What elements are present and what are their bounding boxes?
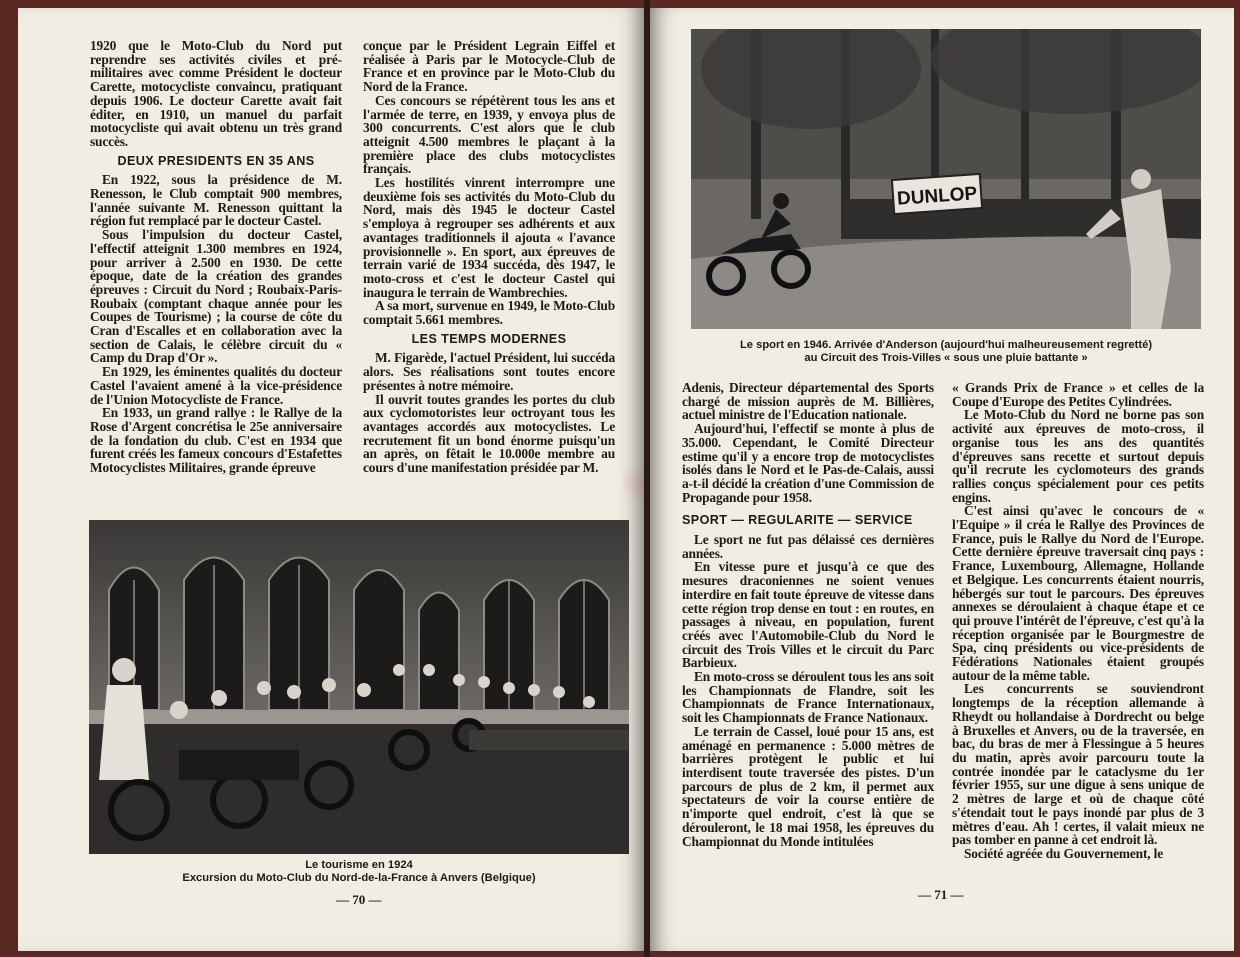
paragraph: Ces concours se répétèrent tous les ans et l'armée de terre, en 1939, y envoya plus de 300 concurrents. C'est alors que le club atteignit 4.500 membres le plaçant à la première place des clubs motocyclistes français.	[363, 92, 615, 177]
paragraph: M. Figarède, l'actuel Président, lui succéda alors. Ses réalisations sont toutes encore présentes à notre mémoire.	[363, 350, 615, 393]
dunlop-banner: DUNLOP	[896, 183, 978, 210]
paragraph: Le terrain de Cassel, loué pour 15 ans, est aménagé en permanence : 5.000 mètres de barrières protègent le public et lui interdisent toute traversée des pistes. D'un parcours de plus de 2 km, il permet aux spectateurs de voir la course entière de n'importe quel endroit, c'est là que se dérouleront, le 18 mai 1958, les épreuves du Championnat du Monde intitulées	[682, 723, 934, 849]
section-heading: LES TEMPS MODERNES	[411, 331, 567, 346]
paragraph: Adenis, Directeur départemental des Sports chargé de mission auprès de M. Billières, actuel ministre de l'Education nationale.	[682, 380, 934, 423]
right-column-2	[952, 381, 1204, 861]
paragraph: « Grands Prix de France » et celles de la Coupe d'Europe des Petites Cylindrées.	[952, 380, 1204, 409]
right-column-1	[682, 381, 934, 848]
paragraph: En 1922, sous la présidence de M. Renesson, le Club comptait 900 membres, l'année suivante M. Renesson quittant la région fut remplacé par le docteur Castel.	[90, 172, 342, 229]
left-column-1	[90, 39, 342, 475]
emphasis: « l'avance provisionnelle »	[363, 229, 616, 259]
left-column-2	[363, 39, 615, 475]
page-number: — 70 —	[336, 892, 382, 907]
paragraph: conçue par le Président Legrain Eiffel et réalisée à Paris par le Motocycle-Club de France et en province par le Moto-Club du Nord de la France.	[363, 38, 615, 95]
section-heading: SPORT — REGULARITE — SERVICE	[682, 513, 913, 528]
paragraph: Aujourd'hui, l'effectif se monte à plus de 35.000. Cependant, le Comité Directeur estime qu'il y a encore trop de motocyclistes isolés dans le Nord et le Pas-de-Calais, aussi a-t-il décidé la création d'une Commission de Propagande pour 1958.	[682, 421, 934, 505]
paragraph: En vitesse pure et jusqu'à ce que des mesures draconiennes ne soient venues interdire en fait toute épreuve de vitesse dans cette région trop dense en tout : en routes, en passages à niveau, en population, furent créés avec l'Automobile-Club du Nord le circuit des Trois Villes et le circuit du Parc Barbieux.	[682, 559, 934, 671]
left-page	[18, 8, 644, 951]
page-number: — 71 —	[918, 887, 964, 902]
right-page	[650, 8, 1234, 951]
paragraph: 1920 que le Moto-Club du Nord put reprendre ses activités civiles et pré-militaires avec comme Président le docteur Carette, motocycliste convaincu, pratiquant depuis 1906. Le docteur Carette avait fait éditer, en 1910, un manuel du parfait motocycliste qui avait obtenu un très grand succès.	[90, 38, 342, 149]
library-stamp	[622, 458, 644, 508]
photo-caption: Le tourisme en 1924 Excursion du Moto-Club du Nord-de-la-France à Anvers (Belgique)	[182, 859, 536, 884]
paragraph: Les concurrents se souviendront longtemps de la réception allemande à Rheydt ou hollandaise à Dordrecht ou belge à Bruxelles et Anvers, ou de la traversée, en bac, du bras de mer à Flessingue à 5 heures du matin, après avoir parcouru toute la contrée inondée par le cataclysme du 1er février 1955, sur une digue à sens unique de 2 mètres de large et où de chaque côté s'étendait tout le pays inondé par plus de 3 mètres d'eau. Ah ! certes, il valait mieux ne pas tomber en panne à cet endroit là.	[952, 681, 1204, 848]
paragraph: En 1933, un grand rallye : le Rallye de la Rose d'Argent concrétisa le 25e anniversaire de la fondation du club. C'est en 1934 que furent créés les fameux concours d'Estafettes Motocyclistes Militaires, grande épreuve	[90, 405, 342, 476]
photo-caption: Le sport en 1946. Arrivée d'Anderson (aujourd'hui malheureusement regretté) au Circuit des Trois-Villes « sous une pluie battante »	[739, 339, 1153, 364]
section-heading: DEUX PRESIDENTS EN 35 ANS	[117, 153, 315, 168]
paragraph: En moto-cross se déroulent tous les ans soit les Championnats de Flandre, soit les Championnats de France Internationaux, soit les Championnats de France Nationaux.	[682, 669, 934, 726]
paragraph: Sous l'impulsion du docteur Castel, l'effectif atteignit 1.300 membres en 1924, pour arriver à 2.500 en 1930. De cette époque, date de la création des grandes épreuves : Circuit du Nord ; Roubaix-Paris-Roubaix (comptant chaque année pour les Coupes de Tourisme) ; la course de côte du Cran d'Escalles et en collaboration avec la section de Calais, le célèbre circuit du « Camp du Drap d'Or ».	[90, 227, 342, 366]
paragraph: Les hostilités vinrent interrompre une deuxième fois ses activités du Moto-Club du Nord, mais dès 1945 le docteur Castel s'employa à regrouper ses adhérents et aux avantages traditionnels il ajouta « l'avance provisionnelle ». En sport, aux épreuves de terrain varié de 1934 succéda, dès 1947, le moto-cross et c'est le docteur Castel qui inaugura le terrain de Wambrechies.	[363, 175, 616, 300]
photo-touring-1924	[89, 520, 629, 854]
paragraph: Société agréée du Gouvernement, le	[964, 845, 1164, 861]
paragraph: Le sport ne fut pas délaissé ces dernières années.	[682, 532, 934, 561]
paragraph: C'est ainsi qu'avec le concours de « l'Equipe » il créa le Rallye des Provinces de France, puis le Rallye du Nord de l'Europe. Cette dernière épreuve traversait cinq pays : France, Luxembourg, Allemagne, Hollande et Belgique. Les concurrents étaient nourris, hébergés sur tout le parcours. Des épreuves annexes se déroulaient à chaque étape et ce qui prouve l'intérêt de l'épreuve, c'est qu'à la réception organisée par le Bourgmestre de Spa, cinq présidents ou vice-présidents de Fédérations Nationales étaient groupés autour de la même table.	[952, 503, 1204, 683]
paragraph: Il ouvrit toutes grandes les portes du club aux cyclomotoristes leur octroyant tous les avantages accordés aux motocyclistes. Le recrutement fit un bond énorme puisqu'un an après, on fêtait le 10.000e membre au cours d'une manifestation présidée par M.	[363, 391, 615, 476]
paragraph: En 1929, les éminentes qualités du docteur Castel l'avaient amené à la vice-présidence de l'Union Motocycliste de France.	[90, 364, 342, 407]
paragraph: Le Moto-Club du Nord ne borne pas son activité aux épreuves de moto-cross, il organise tous les ans des quantités d'épreuves sans recette et surtout depuis qu'il recrute les cyclomoteurs des grands rallies conçus spécialement pour ces petits engins.	[952, 407, 1204, 505]
paragraph: A sa mort, survenue en 1949, le Moto-Club comptait 5.661 membres.	[363, 298, 615, 328]
photo-race-1946	[691, 29, 1201, 329]
